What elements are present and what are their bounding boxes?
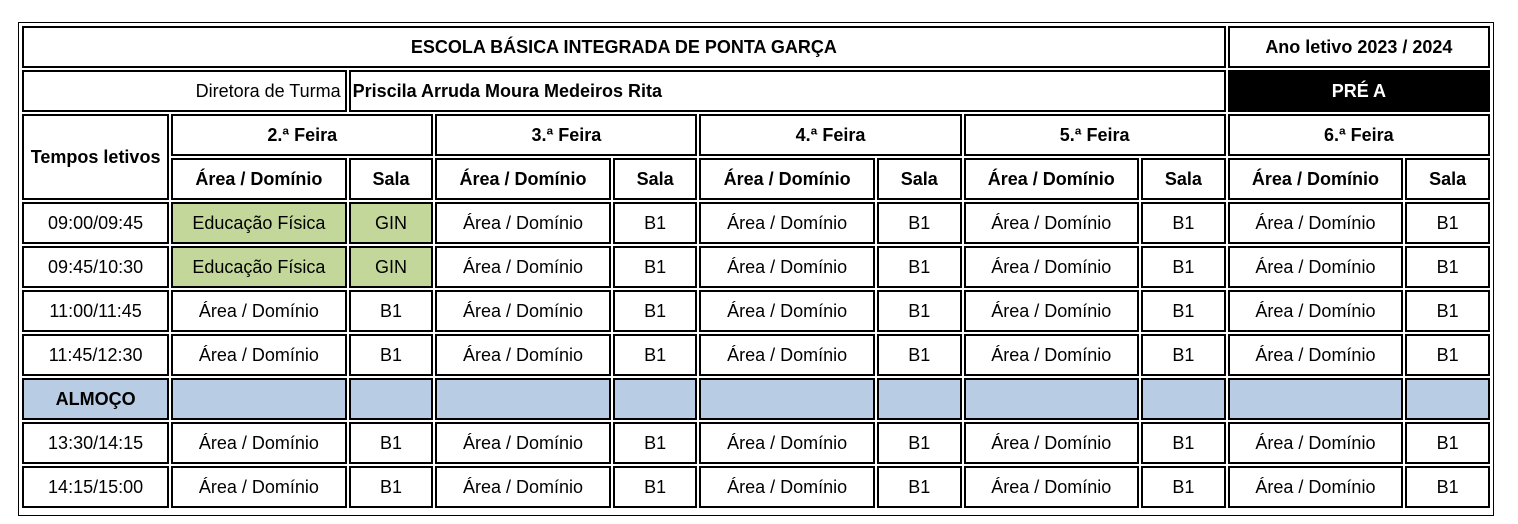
room-cell: B1 xyxy=(613,334,698,376)
area-cell: Área / Domínio xyxy=(1228,466,1403,508)
area-cell: Área / Domínio xyxy=(964,334,1139,376)
room-cell: B1 xyxy=(1405,290,1490,332)
room-cell: B1 xyxy=(877,466,962,508)
room-cell: B1 xyxy=(1141,334,1226,376)
area-cell: Área / Domínio xyxy=(171,466,346,508)
room-cell: B1 xyxy=(1405,246,1490,288)
room-cell: B1 xyxy=(1141,246,1226,288)
table-row xyxy=(22,246,1490,288)
area-cell xyxy=(964,378,1139,420)
area-header: Área / Domínio xyxy=(964,158,1139,200)
day-header: 5.ª Feira xyxy=(964,114,1226,156)
title-row xyxy=(22,26,1490,68)
time-slot: 09:00/09:45 xyxy=(22,202,169,244)
teacher-label: Diretora de Turma xyxy=(22,70,347,112)
area-cell: Área / Domínio xyxy=(964,290,1139,332)
room-cell: B1 xyxy=(613,290,698,332)
room-cell: B1 xyxy=(349,290,434,332)
area-cell: Educação Física xyxy=(171,246,346,288)
area-cell: Área / Domínio xyxy=(1228,290,1403,332)
area-cell: Área / Domínio xyxy=(1228,246,1403,288)
area-cell xyxy=(171,378,346,420)
area-cell: Área / Domínio xyxy=(699,290,874,332)
room-cell: B1 xyxy=(349,466,434,508)
area-cell: Área / Domínio xyxy=(964,422,1139,464)
room-cell: GIN xyxy=(349,246,434,288)
area-header: Área / Domínio xyxy=(435,158,610,200)
time-slot: 13:30/14:15 xyxy=(22,422,169,464)
room-cell: B1 xyxy=(613,422,698,464)
room-cell: GIN xyxy=(349,202,434,244)
area-cell: Área / Domínio xyxy=(435,334,610,376)
room-cell: B1 xyxy=(877,202,962,244)
room-cell: B1 xyxy=(1141,290,1226,332)
area-cell xyxy=(435,378,610,420)
area-cell xyxy=(1228,378,1403,420)
lunch-row xyxy=(22,378,1490,420)
area-header: Área / Domínio xyxy=(171,158,346,200)
room-cell xyxy=(349,378,434,420)
room-cell: B1 xyxy=(1141,422,1226,464)
day-header: 2.ª Feira xyxy=(171,114,433,156)
room-header: Sala xyxy=(1405,158,1490,200)
area-cell: Área / Domínio xyxy=(435,290,610,332)
teacher-row xyxy=(22,70,1490,112)
area-cell: Área / Domínio xyxy=(699,202,874,244)
table-row xyxy=(22,466,1490,508)
area-header: Área / Domínio xyxy=(1228,158,1403,200)
table-row xyxy=(22,202,1490,244)
area-cell: Área / Domínio xyxy=(964,202,1139,244)
area-cell: Área / Domínio xyxy=(171,334,346,376)
room-cell: B1 xyxy=(1405,334,1490,376)
area-cell: Área / Domínio xyxy=(1228,422,1403,464)
day-header: 6.ª Feira xyxy=(1228,114,1490,156)
time-slot: 11:45/12:30 xyxy=(22,334,169,376)
teacher-name: Priscila Arruda Moura Medeiros Rita xyxy=(349,70,1226,112)
area-cell: Área / Domínio xyxy=(435,202,610,244)
area-cell: Área / Domínio xyxy=(699,334,874,376)
area-cell: Área / Domínio xyxy=(964,466,1139,508)
room-cell: B1 xyxy=(877,422,962,464)
lunch-label: ALMOÇO xyxy=(22,378,169,420)
subheader-row xyxy=(22,158,1490,200)
area-cell: Área / Domínio xyxy=(699,422,874,464)
room-cell: B1 xyxy=(1141,466,1226,508)
class-name: PRÉ A xyxy=(1228,70,1490,112)
room-cell: B1 xyxy=(613,202,698,244)
area-cell: Área / Domínio xyxy=(435,466,610,508)
room-cell: B1 xyxy=(349,422,434,464)
time-slot: 11:00/11:45 xyxy=(22,290,169,332)
room-cell xyxy=(613,378,698,420)
room-header: Sala xyxy=(1141,158,1226,200)
room-cell: B1 xyxy=(877,290,962,332)
area-cell: Área / Domínio xyxy=(964,246,1139,288)
area-cell: Área / Domínio xyxy=(435,246,610,288)
table-row xyxy=(22,290,1490,332)
table-row xyxy=(22,334,1490,376)
room-cell: B1 xyxy=(877,246,962,288)
room-cell: B1 xyxy=(613,246,698,288)
area-cell: Área / Domínio xyxy=(1228,202,1403,244)
area-cell: Área / Domínio xyxy=(1228,334,1403,376)
room-header: Sala xyxy=(613,158,698,200)
day-header: 4.ª Feira xyxy=(699,114,961,156)
area-cell: Área / Domínio xyxy=(699,466,874,508)
schedule-table xyxy=(20,24,1492,510)
room-cell: B1 xyxy=(1405,466,1490,508)
area-cell: Área / Domínio xyxy=(435,422,610,464)
room-cell: B1 xyxy=(877,334,962,376)
room-cell: B1 xyxy=(1405,422,1490,464)
times-header: Tempos letivos xyxy=(22,114,169,200)
area-cell xyxy=(699,378,874,420)
room-cell xyxy=(877,378,962,420)
days-row xyxy=(22,114,1490,156)
day-header: 3.ª Feira xyxy=(435,114,697,156)
room-cell: B1 xyxy=(613,466,698,508)
room-cell xyxy=(1141,378,1226,420)
school-name: ESCOLA BÁSICA INTEGRADA DE PONTA GARÇA xyxy=(22,26,1226,68)
room-cell xyxy=(1405,378,1490,420)
area-cell: Área / Domínio xyxy=(699,246,874,288)
school-year: Ano letivo 2023 / 2024 xyxy=(1228,26,1490,68)
area-cell: Área / Domínio xyxy=(171,422,346,464)
area-cell: Área / Domínio xyxy=(171,290,346,332)
room-cell: B1 xyxy=(1405,202,1490,244)
room-header: Sala xyxy=(349,158,434,200)
time-slot: 14:15/15:00 xyxy=(22,466,169,508)
room-cell: B1 xyxy=(349,334,434,376)
room-cell: B1 xyxy=(1141,202,1226,244)
table-row xyxy=(22,422,1490,464)
schedule-frame xyxy=(18,22,1494,516)
area-header: Área / Domínio xyxy=(699,158,874,200)
area-cell: Educação Física xyxy=(171,202,346,244)
room-header: Sala xyxy=(877,158,962,200)
time-slot: 09:45/10:30 xyxy=(22,246,169,288)
